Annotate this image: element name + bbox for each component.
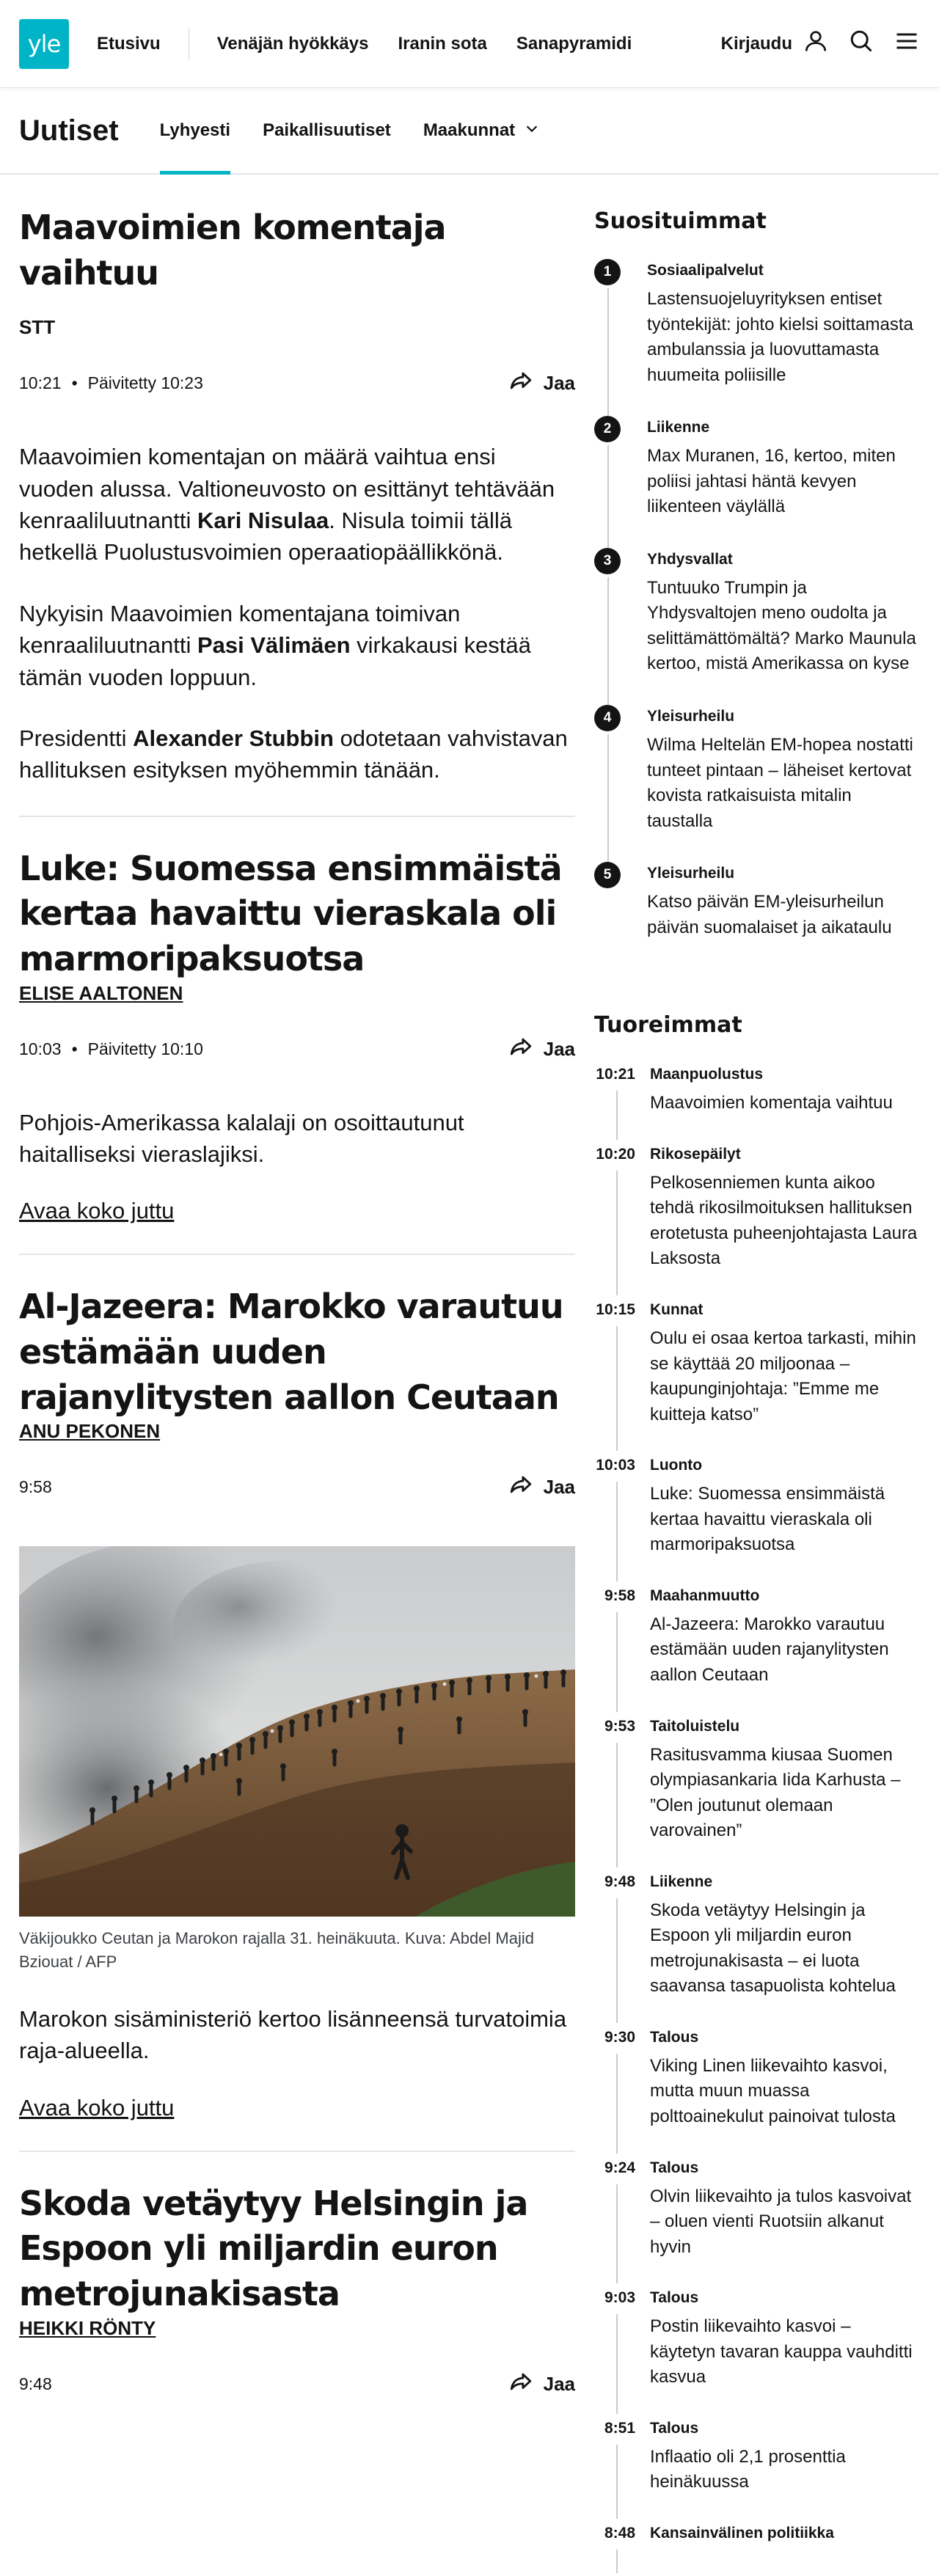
popular-rank: 4: [594, 705, 621, 731]
latest-item-body: [650, 2286, 920, 2390]
article-byline-link[interactable]: HEIKKI RÖNTY: [19, 2316, 156, 2339]
share-icon: [508, 368, 533, 398]
popular-title[interactable]: Lastensuojeluyrityksen entiset työntekijät: johto kielsi soittamasta ambulanssia ja luovuttamasta huumeita poliisille: [647, 289, 913, 385]
share-button[interactable]: [508, 1034, 575, 1064]
latest-category: Rikosepäilyt: [650, 1145, 741, 1163]
article-meta: [19, 1472, 575, 1502]
popular-item-body: [647, 705, 920, 834]
latest-time: 8:51: [604, 2419, 635, 2437]
latest-category: Taitoluistelu: [650, 1717, 740, 1735]
tab-paikallisuutiset[interactable]: Paikallisuutiset: [263, 120, 391, 140]
login-button[interactable]: [721, 28, 829, 59]
section-tabs: [160, 88, 541, 173]
meta-separator: •: [71, 373, 78, 393]
login-label: Kirjaudu: [720, 33, 792, 54]
latest-time: 9:48: [604, 1873, 635, 1890]
latest-item[interactable]: [594, 1454, 920, 1584]
search-button[interactable]: [848, 28, 874, 59]
latest-time: 9:58: [604, 1587, 635, 1604]
search-icon: [848, 28, 874, 59]
article-meta: [19, 2369, 575, 2399]
popular-item-body: [647, 416, 920, 520]
tab-maakunnat[interactable]: [423, 88, 540, 173]
latest-item[interactable]: [594, 1584, 920, 1715]
popular-category: Yleisurheilu: [647, 865, 735, 882]
latest-title[interactable]: Skoda vetäytyy Helsingin ja Espoon yli miljardin euron metrojunakisasta – ei luota saavansa tasapuolista kohtelua: [650, 1900, 896, 1997]
latest-time: 10:20: [596, 1145, 635, 1163]
article-meta: [19, 1034, 575, 1064]
article-summary: Pohjois-Amerikassa kalalaji on osoittautunut haitalliseksi vieraslajiksi.: [19, 1109, 464, 1168]
latest-title[interactable]: Al-Jazeera: Marokko varautuu estämään uuden rajanylitysten aallon Ceutaan: [650, 1614, 889, 1685]
latest-title[interactable]: Olvin liikevaihto ja tulos kasvoivat – oluen vienti Ruotsiin alkanut hyvin: [650, 2186, 912, 2257]
sidebar: [594, 175, 920, 2576]
latest-title[interactable]: Oulu ei osaa kertoa tarkasti, mihin se käyttää 20 miljoonaa – kaupunginjohtaja: ”Emme me kuitteja katso”: [650, 1328, 916, 1424]
news-article: [19, 1255, 575, 2151]
latest-item-body: [650, 2026, 920, 2130]
latest-item-body: [650, 1298, 920, 1427]
article-title[interactable]: Luke: Suomessa ensimmäistä kertaa havaittu vieraskala oli marmoripaksuotsa: [19, 848, 562, 979]
latest-category: Kansainvälinen politiikka: [650, 2524, 834, 2542]
menu-button[interactable]: [894, 28, 920, 59]
popular-rank: 3: [594, 548, 621, 574]
share-label: Jaa: [543, 1037, 575, 1060]
nav-links: [217, 34, 632, 54]
page-content: [0, 175, 939, 2576]
latest-item[interactable]: [594, 1715, 920, 1870]
person-name: Pasi Välimäen: [197, 632, 351, 659]
share-icon: [508, 2369, 533, 2399]
share-button[interactable]: [508, 368, 575, 398]
popular-title[interactable]: Katso päivän EM-yleisurheilun päivän suomalaiset ja aikataulu: [647, 892, 892, 937]
latest-category: Maahanmuutto: [650, 1587, 760, 1604]
user-icon: [803, 28, 829, 59]
latest-item[interactable]: [594, 2417, 920, 2522]
latest-item-body: [650, 1870, 920, 1999]
popular-rank: 5: [594, 862, 621, 888]
share-button[interactable]: [508, 1472, 575, 1502]
popular-rank: 1: [594, 259, 621, 285]
popular-item[interactable]: [594, 259, 920, 416]
article-byline-link[interactable]: ELISE AALTONEN: [19, 981, 183, 1004]
latest-item[interactable]: [594, 2286, 920, 2417]
latest-time: 8:48: [604, 2524, 635, 2542]
latest-item-body: [650, 2417, 920, 2495]
latest-category: Luonto: [650, 1457, 703, 1474]
latest-time: 9:24: [604, 2159, 635, 2176]
article-paragraph: Presidentti Alexander Stubbin odotetaan vahvistavan hallituksen esityksen myöhemmin tänään.: [19, 725, 568, 783]
latest-title[interactable]: Maavoimien komentaja vaihtuu: [650, 1093, 893, 1113]
share-label: Jaa: [543, 1476, 575, 1499]
share-icon: [508, 1034, 533, 1064]
latest-time: 9:30: [604, 2028, 635, 2046]
photo-caption: Väkijoukko Ceutan ja Marokon rajalla 31. heinäkuuta. Kuva: Abdel Majid Bziouat / AFP: [19, 1929, 534, 1972]
latest-time: 9:03: [604, 2289, 635, 2307]
nav-link-iranin-sota[interactable]: Iranin sota: [398, 33, 487, 54]
popular-item[interactable]: [594, 705, 920, 862]
latest-heading: Tuoreimmat: [594, 1012, 742, 1039]
section-title[interactable]: Uutiset: [19, 114, 119, 147]
latest-category: Kunnat: [650, 1301, 704, 1319]
latest-time: 10:21: [596, 1066, 635, 1083]
meta-separator: •: [71, 1039, 78, 1058]
share-label: Jaa: [543, 372, 575, 395]
popular-category: Yhdysvallat: [647, 550, 733, 568]
popular-item[interactable]: [594, 548, 920, 705]
article-time: 10:03: [19, 1039, 62, 1058]
share-label: Jaa: [543, 2372, 575, 2395]
read-more-link[interactable]: Avaa koko juttu: [19, 2094, 175, 2121]
popular-title[interactable]: Tuntuuko Trumpin ja Yhdysvaltojen meno oudolta ja selittämättömältä? Marko Maunula kertoo, mistä Amerikassa on kyse: [647, 577, 916, 674]
popular-item-body: [647, 548, 920, 677]
latest-item[interactable]: [594, 2156, 920, 2287]
share-icon: [508, 1472, 533, 1502]
article-updated: Päivitetty 10:23: [87, 373, 203, 393]
latest-title[interactable]: Luke: Suomessa ensimmäistä kertaa havaittu vieraskala oli marmoripaksuotsa: [650, 1484, 885, 1555]
article-figure: [19, 1546, 575, 1974]
article-byline-link[interactable]: ANU PEKONEN: [19, 1420, 161, 1443]
latest-item[interactable]: [594, 2026, 920, 2156]
article-body: [19, 441, 575, 786]
person-name: Kari Nisulaa: [197, 508, 329, 534]
latest-item-body: [650, 1454, 920, 1558]
latest-item[interactable]: [594, 1870, 920, 2026]
latest-item-body: [650, 2522, 834, 2550]
latest-category: Talous: [650, 2028, 699, 2046]
popular-rank: 2: [594, 416, 621, 442]
popular-category: Yleisurheilu: [647, 708, 735, 725]
popular-item-body: [647, 259, 920, 388]
article-photo: [19, 1546, 575, 1917]
article-time: 9:48: [19, 2374, 52, 2393]
latest-item-body: [650, 1063, 893, 1116]
nav-actions: [721, 28, 920, 59]
nav-link-sanapyramidi[interactable]: Sanapyramidi: [516, 33, 632, 54]
article-title[interactable]: Al-Jazeera: Marokko varautuu estämään uuden rajanylitysten aallon Ceutaan: [19, 1287, 563, 1417]
article-paragraph: Nykyisin Maavoimien komentajana toimivan kenraaliluutnantti Pasi Välimäen virkakausi kestää tämän vuoden loppuun.: [19, 600, 531, 690]
popular-item-body: [647, 862, 920, 940]
latest-item-body: [650, 2156, 920, 2261]
latest-title[interactable]: Rasitusvamma kiusaa Suomen olympiasankaria Iida Karhusta – ”Olen joutunut olemaan varovainen”: [650, 1744, 901, 1841]
popular-section: [594, 208, 920, 968]
latest-title[interactable]: Pelkosenniemen kunta aikoo tehdä rikosilmoituksen hallituksen erotetusta puheenjohtajasta Laura Laksosta: [650, 1172, 918, 1269]
article-paragraph: Maavoimien komentajan on määrä vaihtua ensi vuoden alussa. Valtioneuvosto on esittänyt tehtävään kenraaliluutnantti Kari Nisulaa. Nisula toimii tällä hetkellä Puolustusvoimien operaatiopäällikkönä.: [19, 444, 555, 566]
latest-category: Maanpuolustus: [650, 1066, 764, 1083]
popular-heading: Suosituimmat: [594, 208, 767, 234]
person-name: Alexander Stubbin: [133, 725, 334, 751]
latest-item[interactable]: [594, 1063, 920, 1143]
nav-home-link[interactable]: Etusivu: [97, 33, 161, 54]
nav-link-venajan-hyokkays[interactable]: Venäjän hyökkäys: [216, 33, 369, 54]
latest-category: Talous: [650, 2419, 699, 2437]
latest-item-body: [650, 1715, 920, 1844]
popular-category: Sosiaalipalvelut: [647, 262, 764, 279]
popular-title[interactable]: Max Muranen, 16, kertoo, miten poliisi jahtasi häntä kevyen liikenteen väylällä: [647, 446, 896, 517]
latest-time: 9:53: [604, 1717, 635, 1735]
latest-title[interactable]: Viking Linen liikevaihto kasvoi, mutta muun muassa polttoainekulut painoivat tulosta: [650, 2055, 896, 2126]
latest-item[interactable]: [594, 1298, 920, 1454]
article-byline: STT: [19, 316, 56, 339]
latest-section: [594, 1012, 920, 2576]
latest-item[interactable]: [594, 2522, 920, 2576]
article-time: 9:58: [19, 1477, 52, 1497]
news-feed: [19, 175, 575, 2576]
popular-title[interactable]: Wilma Heltelän EM-hopea nostatti tunteet pintaan – läheiset kertovat kovista ratkaisuista mitalin taustalla: [647, 735, 913, 831]
latest-time: 10:03: [596, 1457, 635, 1474]
latest-time: 10:15: [596, 1301, 635, 1319]
latest-title[interactable]: Inflaatio oli 2,1 prosenttia heinäkuussa: [650, 2446, 846, 2492]
news-article: [19, 817, 575, 1256]
tab-lyhyesti[interactable]: Lyhyesti: [160, 88, 230, 173]
article-title[interactable]: Maavoimien komentaja vaihtuu: [19, 208, 446, 293]
article-meta: [19, 368, 575, 398]
news-article: [19, 175, 575, 817]
latest-item[interactable]: [594, 1143, 920, 1298]
popular-item[interactable]: [594, 416, 920, 548]
latest-category: Talous: [650, 2159, 699, 2176]
share-button[interactable]: [508, 2369, 575, 2399]
menu-icon: [894, 28, 920, 59]
article-summary: Marokon sisäministeriö kertoo lisänneensä turvatoimia raja-alueella.: [19, 2006, 567, 2064]
latest-category: Talous: [650, 2289, 699, 2307]
yle-logo[interactable]: yle: [19, 19, 69, 69]
article-time: 10:21: [19, 373, 62, 393]
article-title[interactable]: Skoda vetäytyy Helsingin ja Espoon yli miljardin euron metrojunakisasta: [19, 2183, 528, 2314]
latest-item-body: [650, 1584, 920, 1688]
news-article: [19, 2152, 575, 2429]
read-more-link[interactable]: Avaa koko juttu: [19, 1198, 175, 1224]
top-navigation: [0, 0, 939, 88]
section-navigation: [0, 88, 939, 175]
popular-list: [594, 259, 920, 968]
latest-title[interactable]: Postin liikevaihto kasvoi – käytetyn tavaran kauppa vauhditti kasvua: [650, 2316, 913, 2387]
popular-item[interactable]: [594, 862, 920, 968]
latest-category: Liikenne: [650, 1873, 713, 1890]
latest-item-body: [650, 1143, 920, 1272]
article-updated: Päivitetty 10:10: [87, 1039, 203, 1058]
popular-category: Liikenne: [647, 419, 710, 436]
chevron-down-icon: [524, 120, 540, 142]
latest-list: [594, 1063, 920, 2576]
tab-maakunnat-label: Maakunnat: [423, 120, 516, 140]
